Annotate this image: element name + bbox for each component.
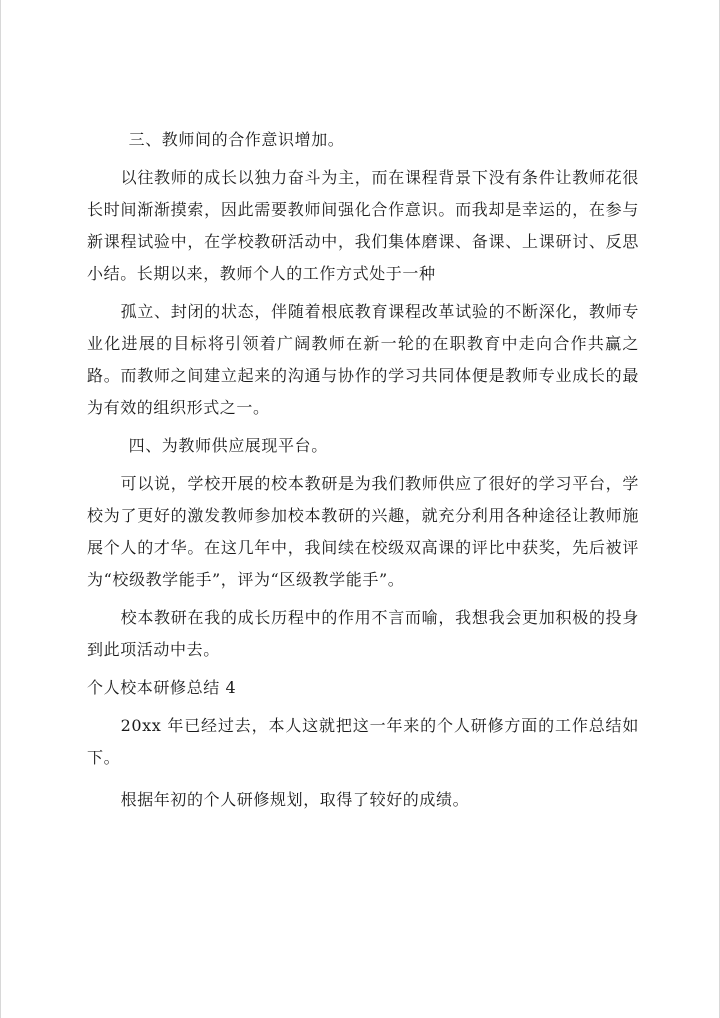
paragraph-plan-results: 根据年初的个人研修规划，取得了较好的成绩。 xyxy=(120,790,470,809)
paragraph-conclusion: 校本教研在我的成长历程中的作用不言而喻，我想我会更加积极的投身到此项活动中去。 xyxy=(87,608,639,659)
document-body xyxy=(87,124,639,816)
paragraph-teacher-growth: 以往教师的成长以独力奋斗为主，而在课程背景下没有条件让教师花很长时间渐渐摸索，因此需要教师间强化合作意识。而我却是幸运的，在参与新课程试验中，在学校教研活动中，我们集体磨课、备课、上课研讨、反思小结。长期以来，教师个人的工作方式处于一种 xyxy=(87,168,639,283)
paragraph-year-summary: 20xx 年已经过去，本人这就把这一年来的个人研修方面的工作总结如下。 xyxy=(87,716,639,767)
section-heading-three: 三、教师间的合作意识增加。 xyxy=(128,130,345,149)
document-subtitle: 个人校本研修总结 4 xyxy=(87,678,237,697)
paragraph-platform: 可以说，学校开展的校本教研是为我们教师供应了很好的学习平台，学校为了更好的激发教师参加校本教研的兴趣，就充分利用各种途径让教师施展个人的才华。在这几年中，我间续在校级双高课的评比中获奖，先后被评为“校级教学能手”，评为“区级教学能手”。 xyxy=(87,474,639,589)
section-heading-four: 四、为教师供应展现平台。 xyxy=(128,436,328,455)
paragraph-isolation: 孤立、封闭的状态，伴随着根底教育课程改革试验的不断深化，教师专业化进展的目标将引领着广阔教师在新一轮的在职教育中走向合作共赢之路。而教师之间建立起来的沟通与协作的学习共同体便是教师专业成长的最为有效的组织形式之一。 xyxy=(87,302,639,417)
